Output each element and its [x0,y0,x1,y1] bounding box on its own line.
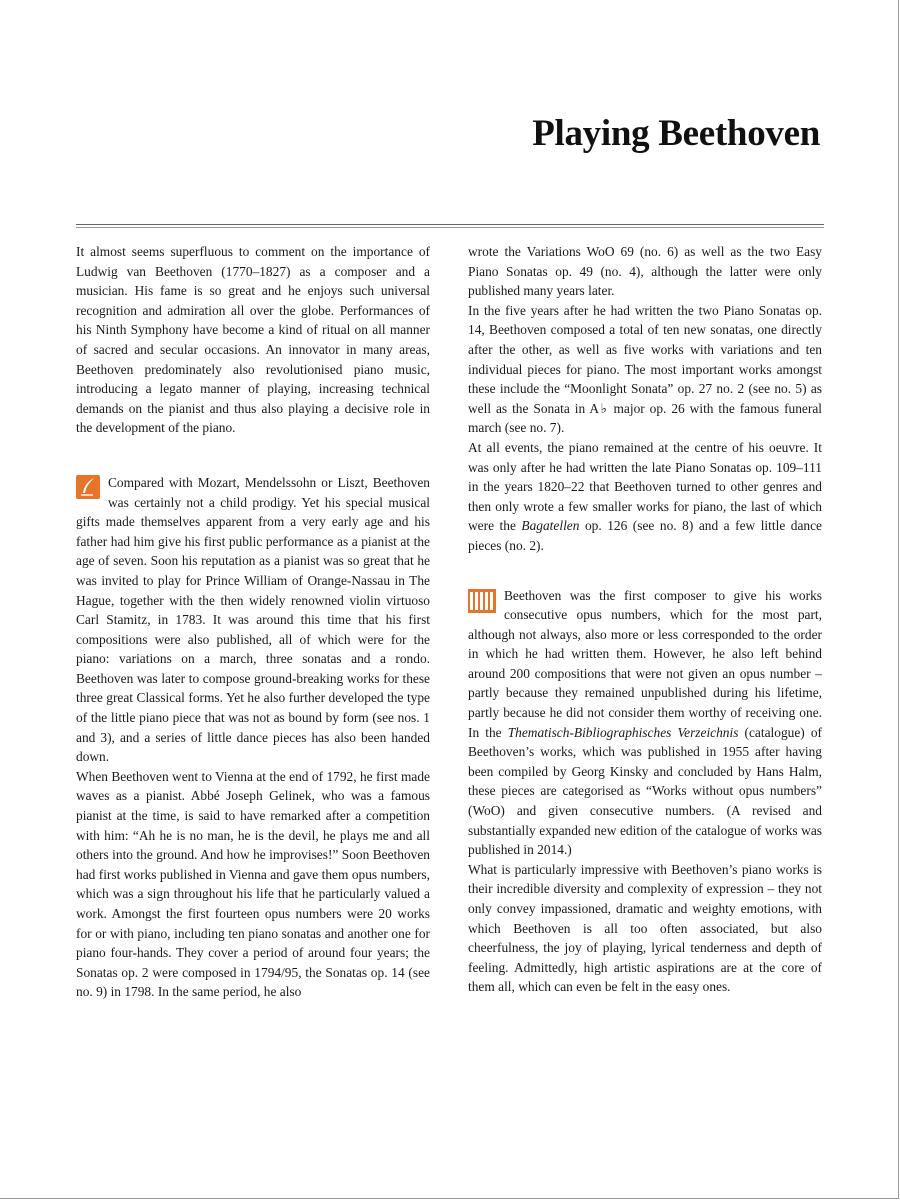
title-rule [76,224,824,228]
left-column [76,242,430,1002]
quill-icon [76,475,100,499]
page-title: Playing Beethoven [532,113,820,154]
paragraph-variations: wrote the Variations WoO 69 (no. 6) as well as the two Easy Piano Sonatas op. 49 (no. 4), although the latter were only published many years later. [468,244,822,299]
paragraph-sonatas: In the five years after he had written the two Piano Sonatas op. 14, Beethoven composed a total of ten new sonatas, one directly after the other, as well as five works with variations and ten individual pieces for piano. The most important works amongst these include the “Moonlight Sonata” op. 27 no. 2 (see no. 5) as well as the Sonata in A♭ major op. 26 with the famous funeral march (see no. 7). [468,302,822,436]
bagatellen-title: Bagatellen [521,518,580,534]
right-column [468,242,822,997]
paragraph-diversity: What is particularly impressive with Beethoven’s piano works is their incredible diversity and complexity of expression – they not only convey impassioned, dramatic and weighty emotions, with which Beethoven is all too often associated, but also cheerfulness, the joy of playing, lyrical tenderness and depth of feeling. Admittedly, high artistic aspirations are at the core of them all, which can even be felt in the easy ones. [468,861,822,995]
paragraph-vienna: When Beethoven went to Vienna at the end of 1792, he first made waves as a pianist. Abbé Joseph Gelinek, who was a famous pianist at the time, is said to have remarked after a competition with him: “Ah he is no man, he is the devil, he plays me and all others into the ground. And how he improvises!” Soon Beethoven had first works published in Vienna and gave them opus numbers, which was a sign throughout his life that he particularly valued a work. Amongst the first fourteen opus numbers were 20 works for or with piano, including ten piano sonatas and another one for piano four-hands. They cover a period of around four years; the Sonatas op. 2 were composed in 1794/95, the Sonatas op. 14 (see no. 9) in 1798. In the same period, he also [76,768,430,1000]
piano-keys-icon [468,589,496,613]
paragraph-opus-numbers: Beethoven was the first composer to give his works consecutive opus numbers, which for the most part, although not always, also more or less corresponded to the order in which he had written them. However, he also left behind around 200 compositions that were not given an opus number – partly because they remained unpublished during his lifetime, partly because he did not consider them worthy of receiving one. In the Thematisch-Bibliographisches Verzeichnis (catalogue) of Beethoven’s works, which was published in 1955 after having been compiled by Georg Kinsky and concluded by Hans Halm, these pieces are categorised as “Works without opus numbers” (WoO) and given consecutive numbers. (A revised and substantially expanded new edition of the catalogue of works was published in 2014.) [468,587,822,858]
paragraph-oeuvre: At all events, the piano remained at the centre of his oeuvre. It was only after he had written the late Piano Sonatas op. 109–111 in the years 1820–22 that Beethoven turned to other genres and then only wrote a few smaller works for piano, the last of which were the Bagatellen op. 126 (see no. 8) and a few little dance pieces (no. 2). [468,439,822,553]
paragraph-prodigy: Compared with Mozart, Mendelssohn or Liszt, Beethoven was certainly not a child prodigy. Yet his special musical gifts made themselves apparent from a very early age and his father had him give his first public performance as a pianist at the age of seven. Soon his reputation as a pianist was so great that he was invited to play for Prince William of Orange-Nassau in The Hague, together with the then widely renowned violin virtuoso Carl Stamitz, in 1783. It was around this time that his first compositions were also published, all of which were for the piano: variations on a march, three sonatas and a rondo. Beethoven was later to compose ground-breaking works for these three great Classical forms. Yet he also further developed the type of the little piano piece that was not as bound by form (see nos. 1 and 3), and a series of little dance pieces has also been handed down. [76,474,430,765]
paragraph-intro: It almost seems superfluous to comment on the importance of Ludwig van Beethoven (1770–1827) as a composer and a musician. His fame is so great and he enjoys such universal recognition and admiration all over the globe. Performances of his Ninth Symphony have become a kind of ritual on all manner of sacred and secular occasions. An innovator in many areas, Beethoven predominately also revolutionised piano music, introducing a legato manner of playing, increasing technical demands on the pianist and thus also playing a decisive role in the development of the piano. [76,244,430,436]
catalogue-title: Thematisch-Bibliographisches Verzeichnis [507,724,739,740]
